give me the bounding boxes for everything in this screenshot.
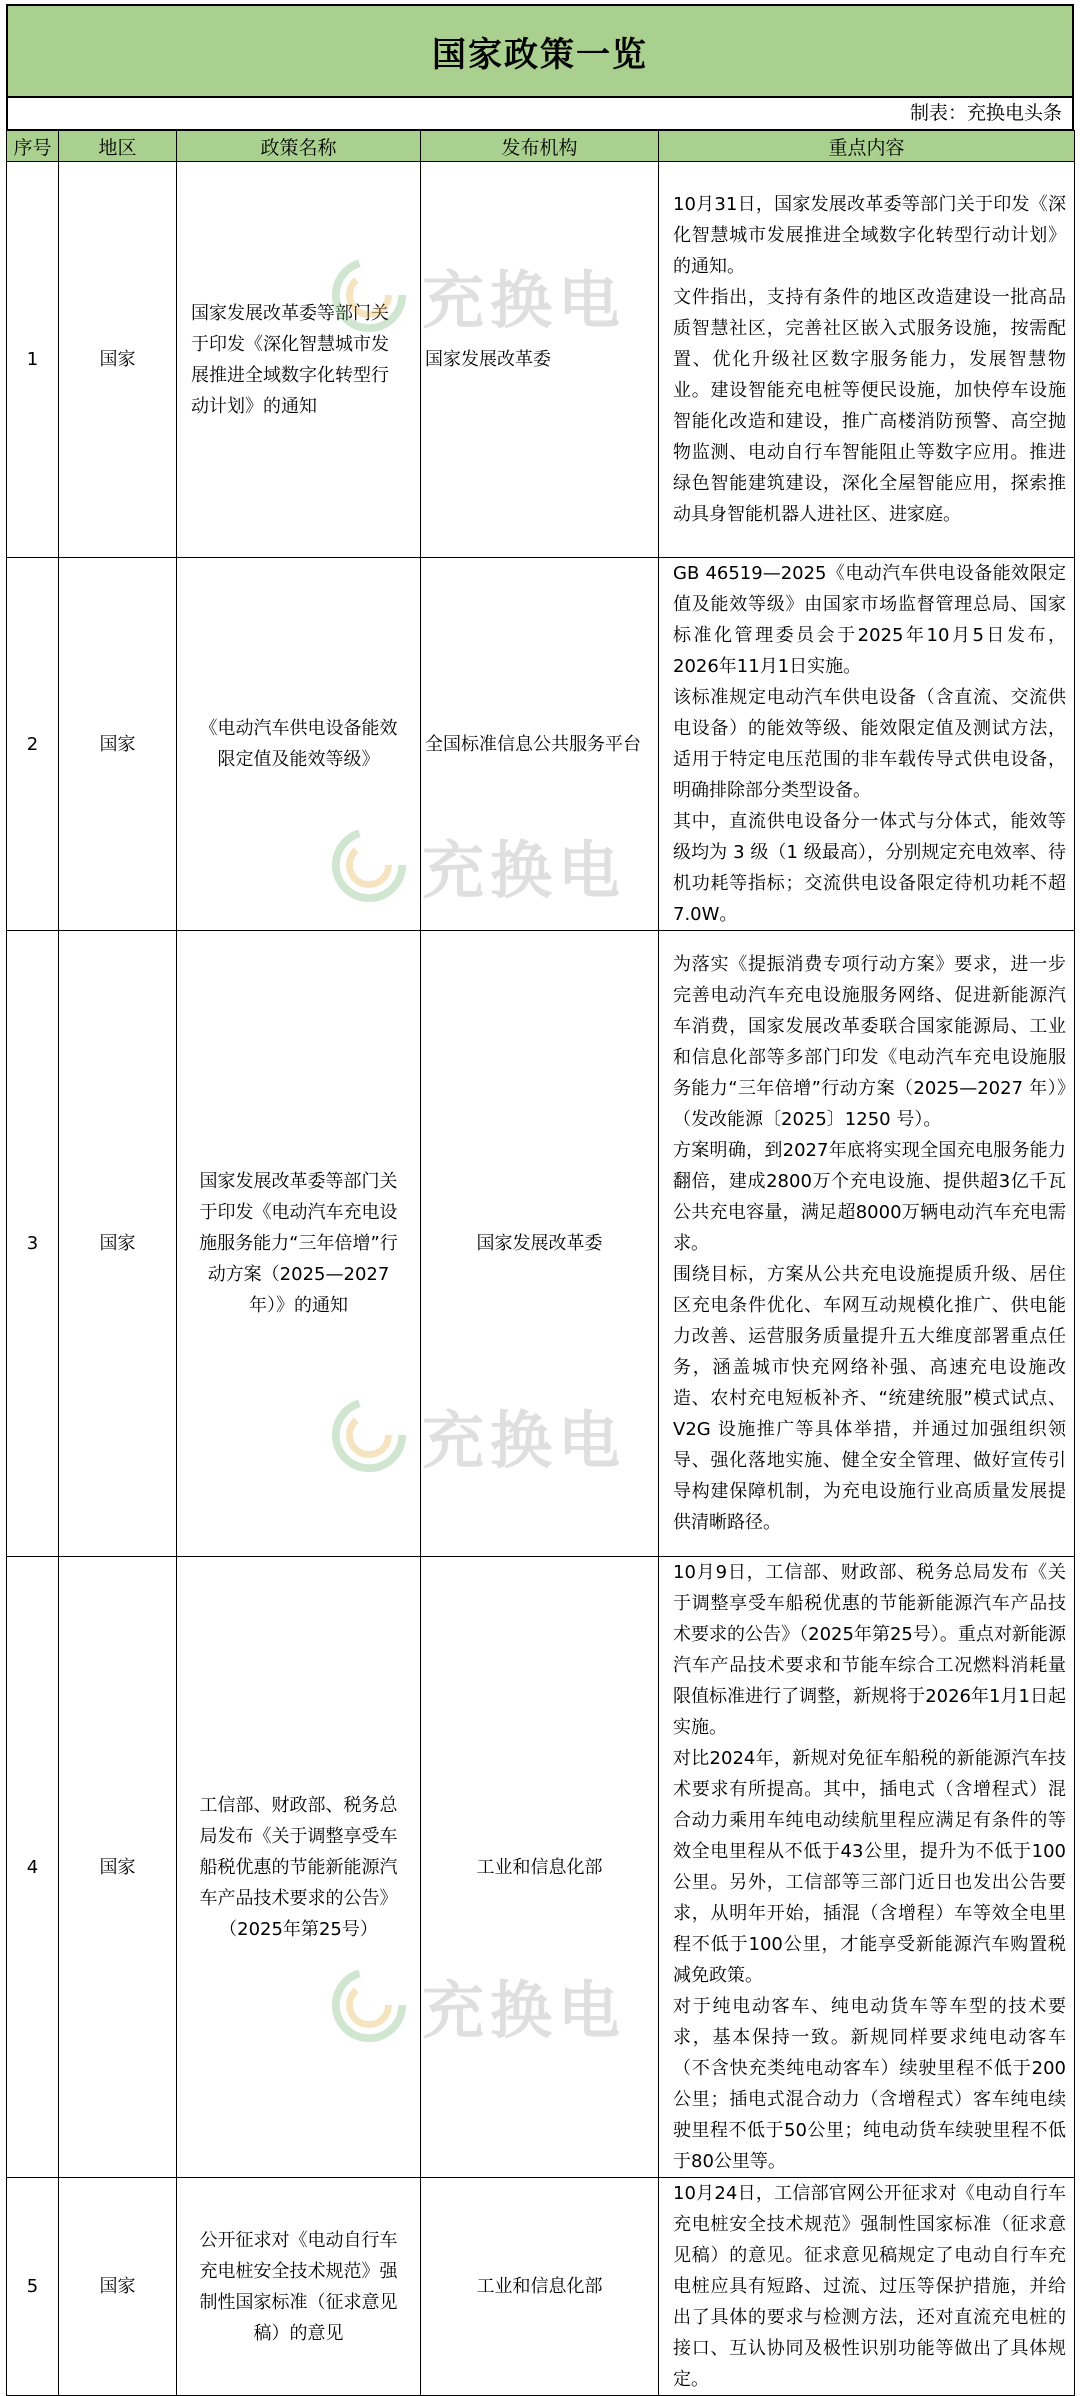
content-paragraph: 对比2024年，新规对免征车船税的新能源汽车技术要求有所提高。其中，插电式（含增程式）混合动力乘用车纯电动续航里程应满足有条件的等效全电里程从不低于43公里，提升为不低于100公里。另外，工信部等三部门近日也发出公告要求，从明年开始，插混（含增程）车等效全电里程不低于100公里，才能享受新能源汽车购置税减免政策。 (673, 1748, 1066, 1986)
row-region: 国家 (59, 1557, 177, 2178)
policy-table (6, 130, 1075, 2396)
row-index: 1 (7, 162, 59, 558)
header-key-content: 重点内容 (659, 131, 1075, 162)
row-publisher: 全国标准信息公共服务平台 (421, 558, 659, 931)
watermark-text: 充换电 (422, 1403, 627, 1477)
row-publisher: 国家发展改革委 (421, 162, 659, 558)
header-policy-name: 政策名称 (177, 131, 421, 162)
maker-credit: 制表：充换电头条 (6, 98, 1074, 130)
row-publisher: 工业和信息化部 (421, 2178, 659, 2396)
watermark-text: 充换电 (422, 1973, 627, 2047)
watermark-text: 充换电 (422, 263, 627, 337)
content-paragraph: 该标准规定电动汽车供电设备（含直流、交流供电设备）的能效等级、能效限定值及测试方法，适用于特定电压范围的非车载传导式供电设备，明确排除部分类型设备。 (673, 687, 1066, 801)
row-key-content (659, 2178, 1075, 2396)
row-region: 国家 (59, 558, 177, 931)
content-paragraph: 对于纯电动客车、纯电动货车等车型的技术要求，基本保持一致。新规同样要求纯电动客车（不含快充类纯电动客车）续驶里程不低于200公里；插电式混合动力（含增程式）客车纯电续驶里程不低于50公里；纯电动货车续驶里程不低于80公里等。 (673, 1996, 1066, 2172)
row-policy-name: 公开征求对《电动自行车充电桩安全技术规范》强制性国家标准（征求意见稿）的意见 (177, 2178, 421, 2396)
row-key-content (659, 558, 1075, 931)
row-publisher: 国家发展改革委 (421, 931, 659, 1557)
table-row (7, 2178, 1075, 2396)
row-region: 国家 (59, 162, 177, 558)
content-paragraph: 10月9日，工信部、财政部、税务总局发布《关于调整享受车船税优惠的节能新能源汽车产品技术要求的公告》（2025年第25号）。重点对新能源汽车产品技术要求和节能车综合工况燃料消耗量限值标准进行了调整，新规将于2026年1月1日起实施。 (673, 1562, 1066, 1738)
sheet-title: 国家政策一览 (6, 4, 1074, 98)
row-region: 国家 (59, 931, 177, 1557)
row-policy-name: 《电动汽车供电设备能效限定值及能效等级》 (177, 558, 421, 931)
row-key-content (659, 931, 1075, 1557)
row-index: 3 (7, 931, 59, 1557)
content-paragraph: 为落实《提振消费专项行动方案》要求，进一步完善电动汽车充电设施服务网络、促进新能源汽车消费，国家发展改革委联合国家能源局、工业和信息化部等多部门印发《电动汽车充电设施服务能力“三年倍增”行动方案（2025—2027 年）》（发改能源〔2025〕1250 号）。 (673, 954, 1066, 1130)
content-paragraph: 文件指出，支持有条件的地区改造建设一批高品质智慧社区，完善社区嵌入式服务设施，按需配置、优化升级社区数字服务能力，发展智慧物业。建设智能充电桩等便民设施，加快停车设施智能化改造和建设，推广高楼消防预警、高空抛物监测、电动自行车智能阻止等数字应用。推进绿色智能建筑建设，深化全屋智能应用，探索推动具身智能机器人进社区、进家庭。 (673, 287, 1066, 525)
table-row (7, 931, 1075, 1557)
row-policy-name: 国家发展改革委等部门关于印发《深化智慧城市发展推进全域数字化转型行动计划》的通知 (177, 162, 421, 558)
row-index: 4 (7, 1557, 59, 2178)
table-row (7, 1557, 1075, 2178)
content-paragraph: 10月31日，国家发展改革委等部门关于印发《深化智慧城市发展推进全域数字化转型行动计划》的通知。 (673, 194, 1066, 277)
content-paragraph: 方案明确，到2027年底将实现全国充电服务能力翻倍，建成2800万个充电设施、提供超3亿千瓦公共充电容量，满足超8000万辆电动汽车充电需求。 (673, 1140, 1066, 1254)
watermark-text: 充换电 (422, 833, 627, 907)
row-region: 国家 (59, 2178, 177, 2396)
row-index: 5 (7, 2178, 59, 2396)
content-paragraph: GB 46519—2025《电动汽车供电设备能效限定值及能效等级》由国家市场监督管理总局、国家标准化管理委员会于2025年10月5日发布，2026年11月1日实施。 (673, 563, 1066, 677)
row-policy-name: 国家发展改革委等部门关于印发《电动汽车充电设施服务能力“三年倍增”行动方案（2025—2027年）》的通知 (177, 931, 421, 1557)
header-publisher: 发布机构 (421, 131, 659, 162)
content-paragraph: 10月24日，工信部官网公开征求对《电动自行车充电桩安全技术规范》强制性国家标准（征求意见稿）的意见。征求意见稿规定了电动自行车充电桩应具有短路、过流、过压等保护措施，并给出了具体的要求与检测方法，还对直流充电桩的接口、互认协同及极性识别功能等做出了具体规定。 (673, 2183, 1066, 2390)
header-index: 序号 (7, 131, 59, 162)
content-paragraph: 围绕目标，方案从公共充电设施提质升级、居住区充电条件优化、车网互动规模化推广、供电能力改善、运营服务质量提升五大维度部署重点任务，涵盖城市快充网络补强、高速充电设施改造、农村充电短板补齐、“统建统服”模式试点、V2G 设施推广等具体举措，并通过加强组织领导、强化落地实施、健全安全管理、做好宣传引导构建保障机制，为充电设施行业高质量发展提供清晰路径。 (673, 1264, 1066, 1533)
row-policy-name: 工信部、财政部、税务总局发布《关于调整享受车船税优惠的节能新能源汽车产品技术要求的公告》（2025年第25号） (177, 1557, 421, 2178)
row-key-content (659, 162, 1075, 558)
table-row (7, 558, 1075, 931)
row-publisher: 工业和信息化部 (421, 1557, 659, 2178)
content-paragraph: 其中，直流供电设备分一体式与分体式，能效等级均为 3 级（1 级最高），分别规定充电效率、待机功耗等指标；交流供电设备限定待机功耗不超 7.0W。 (673, 811, 1066, 925)
row-key-content (659, 1557, 1075, 2178)
table-row (7, 162, 1075, 558)
row-index: 2 (7, 558, 59, 931)
table-header-row (7, 131, 1075, 162)
header-region: 地区 (59, 131, 177, 162)
